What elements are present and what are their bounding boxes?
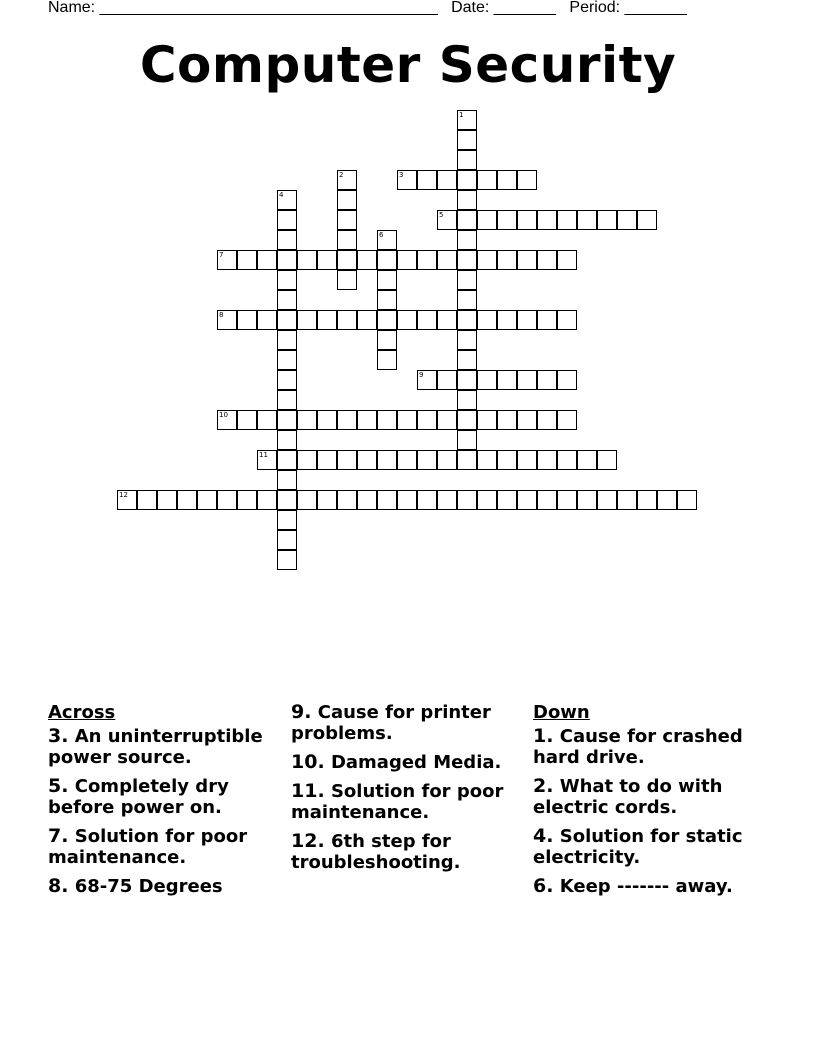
crossword-cell[interactable] (437, 170, 457, 190)
crossword-cell[interactable] (317, 450, 337, 470)
crossword-cell[interactable] (597, 210, 617, 230)
crossword-cell[interactable] (457, 390, 477, 410)
crossword-cell[interactable] (617, 210, 637, 230)
crossword-cell[interactable] (437, 310, 457, 330)
clue-text: Cause for crashed hard drive. (533, 726, 743, 768)
crossword-cell[interactable] (457, 210, 477, 230)
crossword-cell[interactable] (357, 410, 377, 430)
crossword-cell[interactable] (237, 310, 257, 330)
crossword-cell[interactable] (537, 410, 557, 430)
crossword-cell[interactable] (537, 370, 557, 390)
crossword-cell[interactable] (477, 250, 497, 270)
clue-number: 5. (48, 775, 69, 797)
crossword-cell[interactable] (217, 310, 237, 330)
crossword-cell[interactable] (517, 170, 537, 190)
crossword-cell[interactable] (277, 510, 297, 530)
crossword-cell[interactable] (317, 250, 337, 270)
crossword-cell[interactable] (457, 250, 477, 270)
clue-text: 6th step for troubleshooting. (291, 831, 461, 873)
clue-text: 68-75 Degrees (74, 876, 223, 897)
crossword-cell[interactable] (597, 450, 617, 470)
crossword-cell[interactable] (377, 350, 397, 370)
crossword-cell[interactable] (277, 430, 297, 450)
crossword-cell[interactable] (357, 250, 377, 270)
crossword-cell[interactable] (277, 530, 297, 550)
clue-across-12 (291, 831, 526, 873)
crossword-cell[interactable] (477, 490, 497, 510)
crossword-cell[interactable] (317, 310, 337, 330)
crossword-cell[interactable] (377, 230, 397, 250)
crossword-cell[interactable] (637, 210, 657, 230)
clue-down-1 (533, 726, 768, 768)
cell-number: 10 (219, 411, 228, 419)
crossword-cell[interactable] (437, 210, 457, 230)
crossword-cell[interactable] (557, 210, 577, 230)
crossword-cell[interactable] (297, 450, 317, 470)
clue-number: 12. (291, 830, 325, 852)
crossword-cell[interactable] (477, 370, 497, 390)
crossword-cell[interactable] (337, 450, 357, 470)
crossword-cell[interactable] (497, 490, 517, 510)
crossword-cell[interactable] (617, 490, 637, 510)
clue-column-3 (533, 702, 768, 905)
crossword-cell[interactable] (457, 430, 477, 450)
crossword-cell[interactable] (437, 250, 457, 270)
crossword-cell[interactable] (397, 310, 417, 330)
crossword-cell[interactable] (637, 490, 657, 510)
crossword-cell[interactable] (517, 450, 537, 470)
crossword-cell[interactable] (357, 490, 377, 510)
crossword-cell[interactable] (577, 210, 597, 230)
clue-text: Completely dry before power on. (48, 776, 229, 818)
crossword-cell[interactable] (457, 310, 477, 330)
crossword-cell[interactable] (557, 370, 577, 390)
crossword-cell[interactable] (557, 310, 577, 330)
crossword-cell[interactable] (377, 330, 397, 350)
crossword-cell[interactable] (517, 310, 537, 330)
crossword-cell[interactable] (257, 450, 277, 470)
crossword-cell[interactable] (337, 250, 357, 270)
crossword-cell[interactable] (517, 250, 537, 270)
crossword-cell[interactable] (457, 150, 477, 170)
crossword-cell[interactable] (437, 370, 457, 390)
crossword-cell[interactable] (277, 390, 297, 410)
clue-number: 7. (48, 825, 69, 847)
crossword-cell[interactable] (297, 310, 317, 330)
crossword-cell[interactable] (257, 410, 277, 430)
crossword-cell[interactable] (317, 410, 337, 430)
crossword-cell[interactable] (457, 270, 477, 290)
crossword-cell[interactable] (317, 490, 337, 510)
clue-text: Solution for poor maintenance. (291, 781, 504, 823)
cell-number: 12 (119, 491, 128, 499)
clue-number: 2. (533, 775, 554, 797)
crossword-cell[interactable] (297, 250, 317, 270)
crossword-cell[interactable] (157, 490, 177, 510)
clue-text: Solution for static electricity. (533, 826, 743, 868)
clue-text: An uninterruptible power source. (48, 726, 263, 768)
crossword-cell[interactable] (377, 250, 397, 270)
crossword-cell[interactable] (477, 210, 497, 230)
crossword-cell[interactable] (437, 410, 457, 430)
crossword-cell[interactable] (337, 210, 357, 230)
crossword-cell[interactable] (377, 270, 397, 290)
crossword-cell[interactable] (657, 490, 677, 510)
clue-text: Damaged Media. (330, 752, 502, 773)
crossword-cell[interactable] (537, 310, 557, 330)
crossword-cell[interactable] (337, 310, 357, 330)
cell-number: 9 (419, 371, 424, 379)
crossword-cell[interactable] (217, 490, 237, 510)
crossword-cell[interactable] (337, 270, 357, 290)
crossword-cell[interactable] (417, 450, 437, 470)
clue-number: 3. (48, 725, 69, 747)
period-label: Period: (569, 0, 621, 16)
crossword-cell[interactable] (257, 310, 277, 330)
crossword-cell[interactable] (237, 250, 257, 270)
clue-across-5 (48, 776, 283, 818)
crossword-cell[interactable] (297, 410, 317, 430)
crossword-cell[interactable] (397, 450, 417, 470)
crossword-cell[interactable] (537, 210, 557, 230)
crossword-cell[interactable] (277, 270, 297, 290)
crossword-cell[interactable] (477, 410, 497, 430)
clue-across-11 (291, 781, 526, 823)
crossword-cell[interactable] (557, 410, 577, 430)
crossword-cell[interactable] (497, 250, 517, 270)
crossword-cell[interactable] (457, 330, 477, 350)
crossword-cell[interactable] (497, 170, 517, 190)
cell-number: 2 (339, 171, 344, 179)
clue-across-10 (291, 752, 526, 773)
crossword-cell[interactable] (277, 210, 297, 230)
crossword-cell[interactable] (357, 310, 377, 330)
date-blank[interactable]: _______ (493, 0, 557, 16)
crossword-cell[interactable] (497, 450, 517, 470)
clue-across-9 (291, 702, 526, 744)
clue-across-3 (48, 726, 283, 768)
clue-number: 11. (291, 780, 325, 802)
crossword-cell[interactable] (277, 290, 297, 310)
crossword-cell[interactable] (237, 410, 257, 430)
crossword-cell[interactable] (277, 230, 297, 250)
crossword-cell[interactable] (437, 490, 457, 510)
crossword-cell[interactable] (397, 170, 417, 190)
name-label: Name: (48, 0, 96, 16)
clue-down-6 (533, 876, 768, 897)
crossword-cell[interactable] (237, 490, 257, 510)
crossword-cell[interactable] (557, 250, 577, 270)
clue-across-8 (48, 876, 283, 897)
clue-text: Solution for poor maintenance. (48, 826, 248, 868)
crossword-cell[interactable] (517, 490, 537, 510)
clue-number: 9. (291, 701, 312, 723)
name-blank[interactable]: ______________________________________ (99, 0, 438, 16)
clue-down-4 (533, 826, 768, 868)
crossword-cell[interactable] (337, 170, 357, 190)
clue-text: Cause for printer problems. (291, 702, 491, 744)
crossword-cell[interactable] (277, 250, 297, 270)
crossword-cell[interactable] (537, 490, 557, 510)
clue-across-7 (48, 826, 283, 868)
crossword-cell[interactable] (537, 450, 557, 470)
crossword-cell[interactable] (377, 410, 397, 430)
crossword-cell[interactable] (417, 490, 437, 510)
clue-number: 10. (291, 751, 325, 773)
crossword-cell[interactable] (517, 410, 537, 430)
crossword-cell[interactable] (457, 370, 477, 390)
date-label: Date: (451, 0, 490, 16)
crossword-cell[interactable] (337, 230, 357, 250)
crossword-cell[interactable] (417, 250, 437, 270)
crossword-cell[interactable] (277, 370, 297, 390)
crossword-cell[interactable] (477, 450, 497, 470)
clue-column-1 (48, 702, 283, 905)
crossword-cell[interactable] (437, 450, 457, 470)
crossword-cell[interactable] (277, 190, 297, 210)
crossword-cell[interactable] (397, 250, 417, 270)
crossword-cell[interactable] (297, 490, 317, 510)
crossword-cell[interactable] (197, 490, 217, 510)
crossword-cell[interactable] (397, 410, 417, 430)
cell-number: 3 (399, 171, 404, 179)
crossword-cell[interactable] (577, 450, 597, 470)
crossword-cell[interactable] (277, 490, 297, 510)
cell-number: 8 (219, 311, 224, 319)
crossword-cell[interactable] (457, 230, 477, 250)
crossword-cell[interactable] (457, 350, 477, 370)
crossword-cell[interactable] (277, 470, 297, 490)
cell-number: 5 (439, 211, 444, 219)
clue-down-2 (533, 776, 768, 818)
period-blank[interactable]: _______ (624, 0, 687, 16)
cell-number: 7 (219, 251, 224, 259)
crossword-cell[interactable] (457, 290, 477, 310)
clue-text: Keep ------- away. (559, 876, 733, 897)
crossword-cell[interactable] (477, 310, 497, 330)
crossword-cell[interactable] (397, 490, 417, 510)
crossword-cell[interactable] (497, 210, 517, 230)
down-heading: Down (533, 702, 590, 723)
cell-number: 6 (379, 231, 384, 239)
crossword-cell[interactable] (177, 490, 197, 510)
crossword-cell[interactable] (277, 350, 297, 370)
page-title: Computer Security (139, 36, 677, 94)
crossword-cell[interactable] (497, 370, 517, 390)
clue-number: 6. (533, 875, 554, 897)
across-heading: Across (48, 702, 116, 723)
crossword-cell[interactable] (217, 250, 237, 270)
crossword-cell[interactable] (517, 210, 537, 230)
crossword-cell[interactable] (517, 370, 537, 390)
crossword-cell[interactable] (457, 490, 477, 510)
crossword-cell[interactable] (217, 410, 237, 430)
cell-number: 1 (459, 111, 464, 119)
crossword-cell[interactable] (457, 130, 477, 150)
clue-text: What to do with electric cords. (533, 776, 723, 818)
crossword-cell[interactable] (117, 490, 137, 510)
crossword-cell[interactable] (497, 310, 517, 330)
crossword-cell[interactable] (417, 410, 437, 430)
crossword-cell[interactable] (137, 490, 157, 510)
crossword-cell[interactable] (257, 250, 277, 270)
crossword-cell[interactable] (537, 250, 557, 270)
crossword-cell[interactable] (357, 450, 377, 470)
crossword-cell[interactable] (597, 490, 617, 510)
crossword-cell[interactable] (457, 110, 477, 130)
crossword-cell[interactable] (417, 170, 437, 190)
crossword-cell[interactable] (257, 490, 277, 510)
clue-number: 1. (533, 725, 554, 747)
crossword-cell[interactable] (497, 410, 517, 430)
crossword-cell[interactable] (457, 190, 477, 210)
header-line (48, 0, 687, 18)
crossword-cell[interactable] (457, 450, 477, 470)
crossword-cell[interactable] (377, 290, 397, 310)
clue-column-2 (291, 702, 526, 881)
crossword-cell[interactable] (417, 370, 437, 390)
crossword-cell[interactable] (377, 490, 397, 510)
clue-number: 8. (48, 875, 69, 897)
crossword-cell[interactable] (677, 490, 697, 510)
crossword-cell[interactable] (377, 450, 397, 470)
crossword-cell[interactable] (457, 410, 477, 430)
crossword-cell[interactable] (277, 330, 297, 350)
crossword-cell[interactable] (277, 310, 297, 330)
cell-number: 4 (279, 191, 284, 199)
cell-number: 11 (259, 451, 268, 459)
crossword-cell[interactable] (277, 450, 297, 470)
crossword-cell[interactable] (557, 490, 577, 510)
crossword-cell[interactable] (417, 310, 437, 330)
crossword-cell[interactable] (337, 190, 357, 210)
crossword-cell[interactable] (477, 170, 497, 190)
crossword-cell[interactable] (277, 410, 297, 430)
crossword-cell[interactable] (277, 550, 297, 570)
crossword-cell[interactable] (337, 490, 357, 510)
crossword-cell[interactable] (457, 170, 477, 190)
crossword-cell[interactable] (377, 310, 397, 330)
crossword-cell[interactable] (557, 450, 577, 470)
crossword-cell[interactable] (577, 490, 597, 510)
clue-number: 4. (533, 825, 554, 847)
crossword-cell[interactable] (337, 410, 357, 430)
